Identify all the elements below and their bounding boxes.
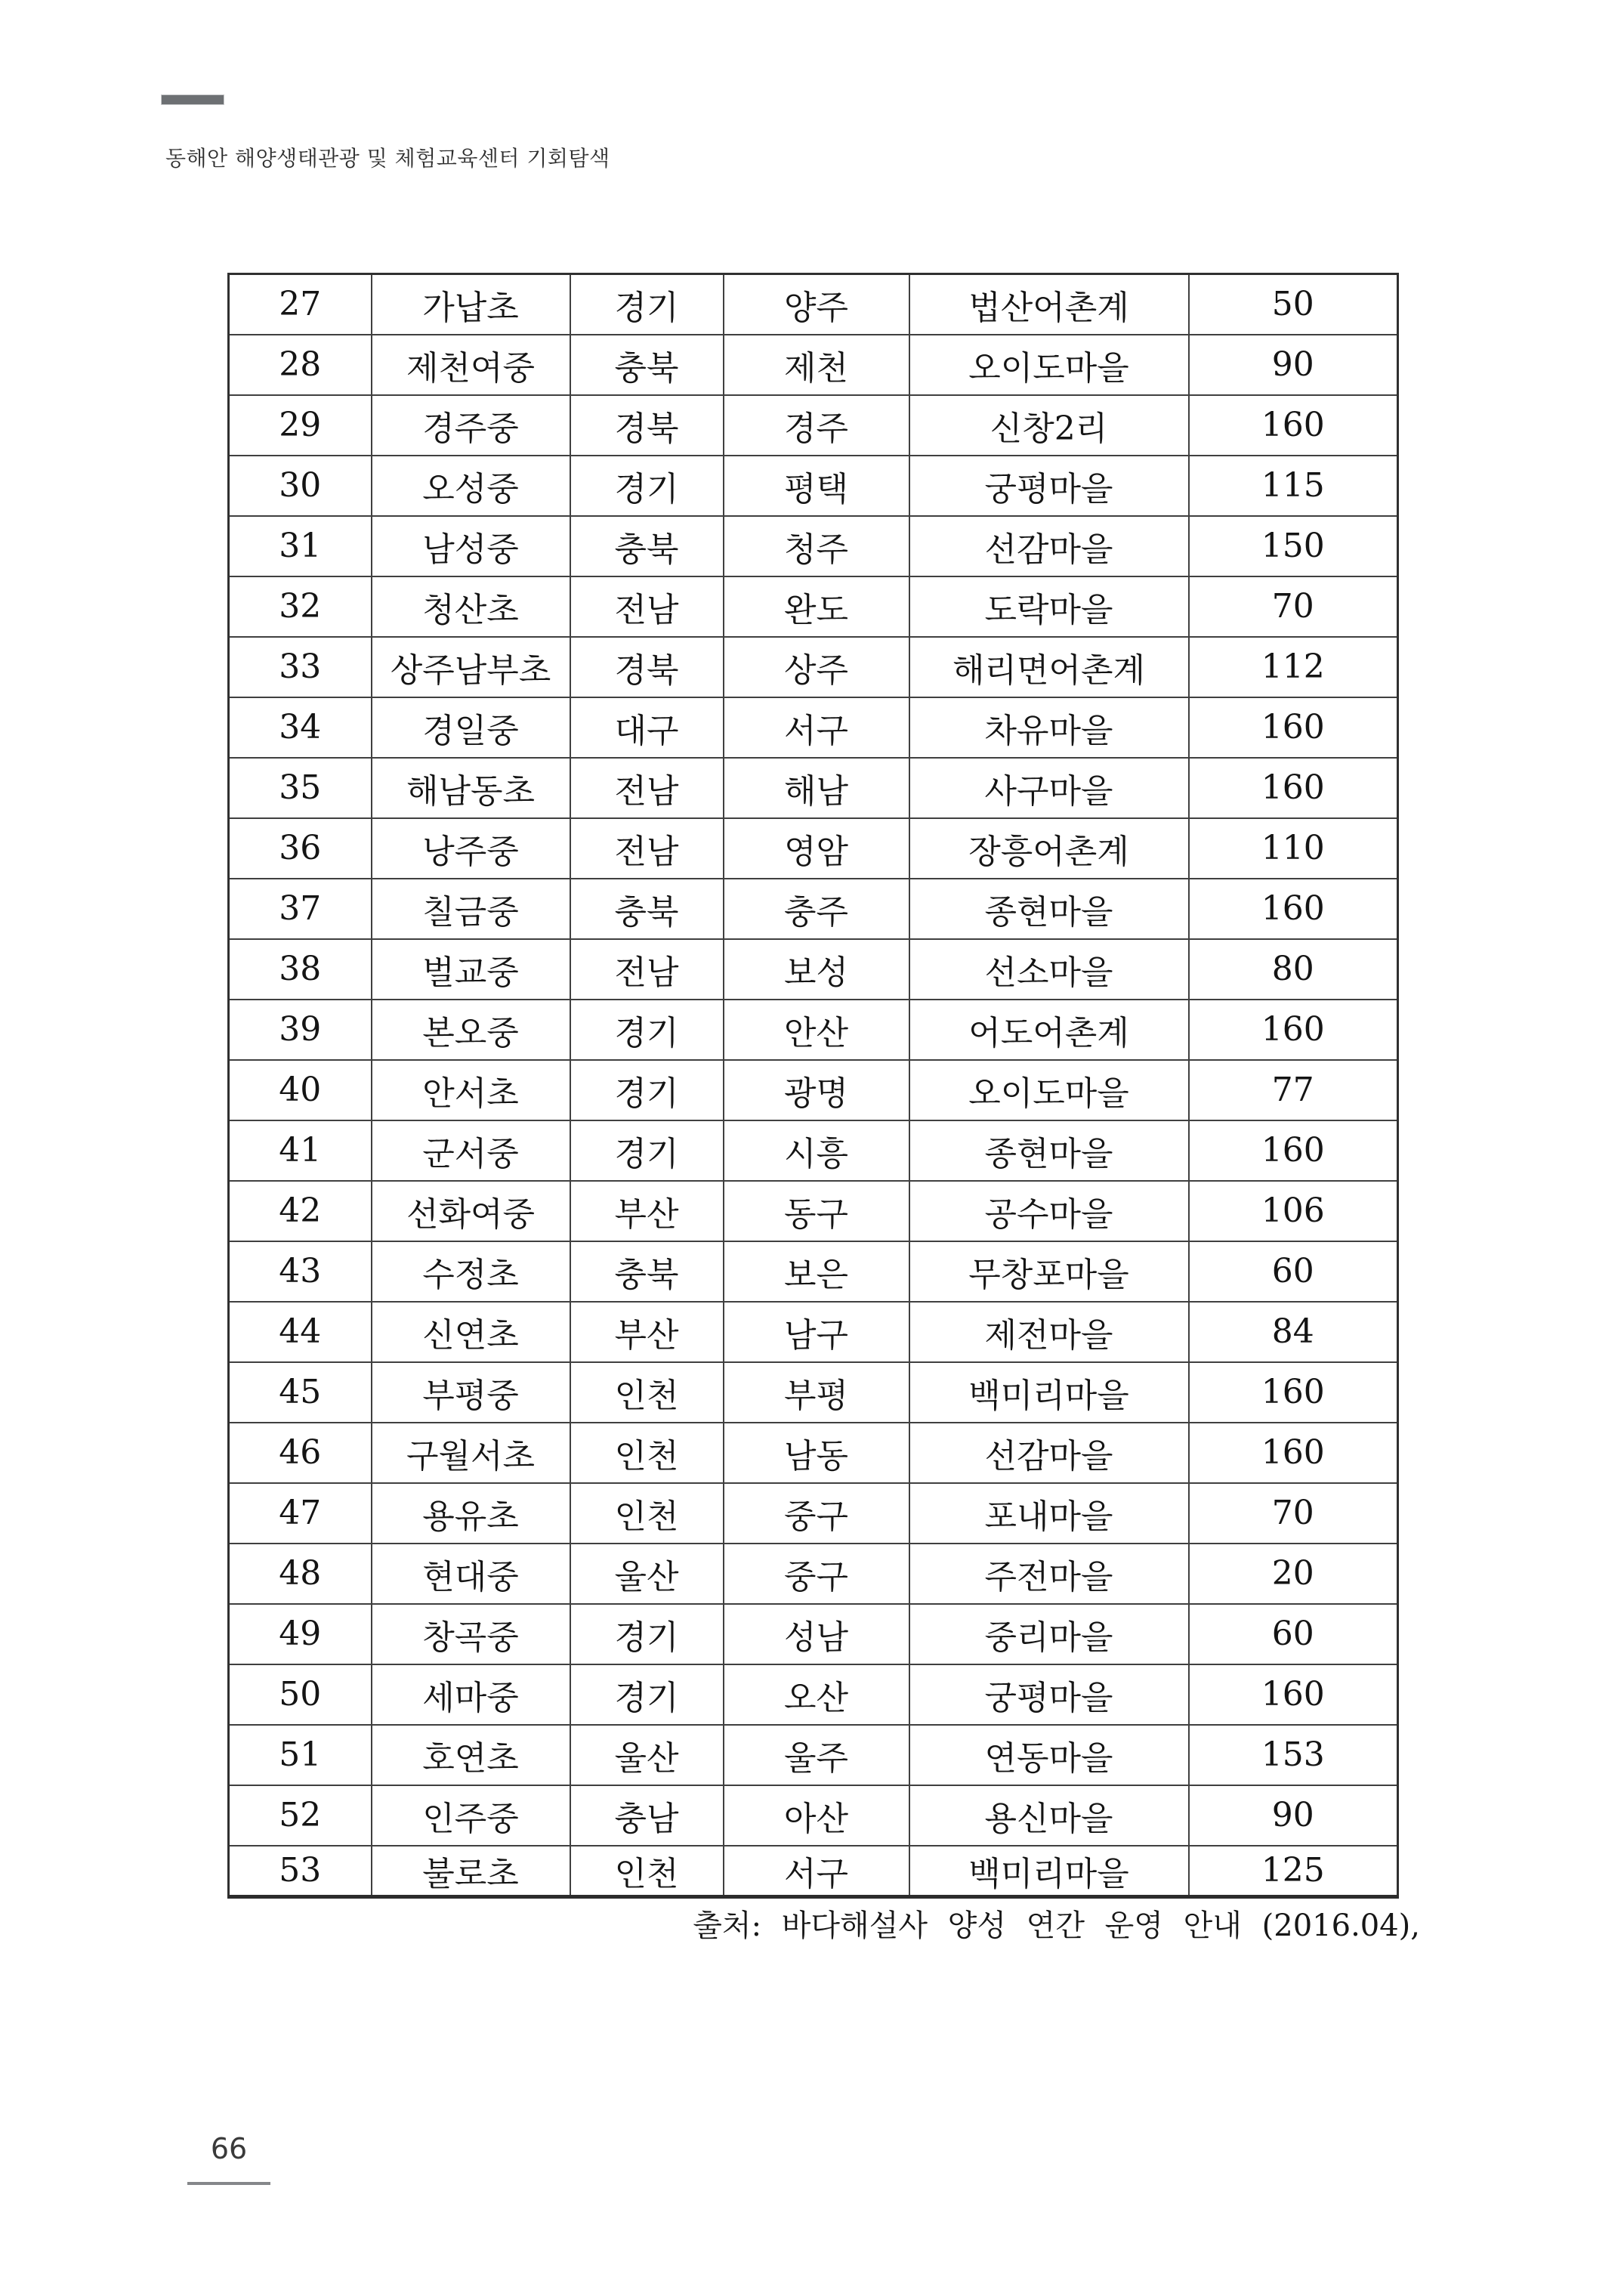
cell-village: 종현마을 xyxy=(909,879,1189,939)
source-note: 출처: 바다해설사 양성 연간 운영 안내 (2016.04), xyxy=(693,1908,1420,1943)
cell-village: 백미리마을 xyxy=(909,1362,1189,1423)
cell-region: 경기 xyxy=(570,1664,724,1725)
cell-participants: 60 xyxy=(1189,1604,1398,1664)
table-row xyxy=(229,637,1398,697)
cell-region: 전남 xyxy=(570,939,724,1000)
cell-district: 중구 xyxy=(724,1483,909,1544)
cell-village: 선소마을 xyxy=(909,939,1189,1000)
cell-no: 33 xyxy=(229,637,372,697)
table-row xyxy=(229,1120,1398,1181)
cell-region: 경북 xyxy=(570,395,724,456)
cell-village: 법산어촌계 xyxy=(909,274,1189,335)
cell-region: 울산 xyxy=(570,1544,724,1604)
cell-district: 충주 xyxy=(724,879,909,939)
cell-no: 50 xyxy=(229,1664,372,1725)
page-footer xyxy=(187,2132,270,2185)
cell-participants: 153 xyxy=(1189,1725,1398,1785)
cell-district: 해남 xyxy=(724,758,909,818)
cell-no: 44 xyxy=(229,1302,372,1362)
cell-no: 28 xyxy=(229,335,372,395)
cell-participants: 60 xyxy=(1189,1241,1398,1302)
cell-participants: 160 xyxy=(1189,395,1398,456)
cell-school: 상주남부초 xyxy=(372,637,570,697)
cell-district: 청주 xyxy=(724,516,909,576)
cell-district: 완도 xyxy=(724,576,909,637)
cell-village: 선감마을 xyxy=(909,516,1189,576)
cell-district: 울주 xyxy=(724,1725,909,1785)
table-row xyxy=(229,274,1398,335)
cell-school: 창곡중 xyxy=(372,1604,570,1664)
cell-participants: 50 xyxy=(1189,274,1398,335)
table-row xyxy=(229,1000,1398,1060)
cell-region: 충북 xyxy=(570,335,724,395)
cell-region: 전남 xyxy=(570,758,724,818)
table-row xyxy=(229,576,1398,637)
cell-no: 42 xyxy=(229,1181,372,1241)
cell-district: 광명 xyxy=(724,1060,909,1120)
cell-region: 경북 xyxy=(570,637,724,697)
cell-village: 종현마을 xyxy=(909,1120,1189,1181)
cell-region: 인천 xyxy=(570,1846,724,1897)
cell-village: 신창2리 xyxy=(909,395,1189,456)
cell-participants: 160 xyxy=(1189,1423,1398,1483)
cell-school: 남성중 xyxy=(372,516,570,576)
cell-region: 충북 xyxy=(570,516,724,576)
cell-participants: 160 xyxy=(1189,879,1398,939)
cell-school: 용유초 xyxy=(372,1483,570,1544)
cell-participants: 115 xyxy=(1189,456,1398,516)
cell-participants: 20 xyxy=(1189,1544,1398,1604)
cell-no: 27 xyxy=(229,274,372,335)
cell-region: 경기 xyxy=(570,1060,724,1120)
cell-district: 경주 xyxy=(724,395,909,456)
cell-village: 사구마을 xyxy=(909,758,1189,818)
cell-region: 인천 xyxy=(570,1483,724,1544)
cell-school: 신연초 xyxy=(372,1302,570,1362)
cell-region: 울산 xyxy=(570,1725,724,1785)
cell-village: 무창포마을 xyxy=(909,1241,1189,1302)
cell-no: 29 xyxy=(229,395,372,456)
table-row xyxy=(229,879,1398,939)
cell-region: 경기 xyxy=(570,274,724,335)
table-row xyxy=(229,1423,1398,1483)
cell-district: 영암 xyxy=(724,818,909,879)
cell-village: 차유마을 xyxy=(909,697,1189,758)
cell-school: 호연초 xyxy=(372,1725,570,1785)
page-number: 66 xyxy=(210,2132,248,2165)
cell-village: 용신마을 xyxy=(909,1785,1189,1846)
cell-school: 오성중 xyxy=(372,456,570,516)
cell-participants: 160 xyxy=(1189,758,1398,818)
cell-participants: 150 xyxy=(1189,516,1398,576)
table-body xyxy=(229,274,1398,1897)
cell-region: 전남 xyxy=(570,576,724,637)
cell-no: 47 xyxy=(229,1483,372,1544)
cell-no: 41 xyxy=(229,1120,372,1181)
cell-no: 46 xyxy=(229,1423,372,1483)
cell-region: 경기 xyxy=(570,1120,724,1181)
cell-school: 군서중 xyxy=(372,1120,570,1181)
cell-region: 경기 xyxy=(570,1000,724,1060)
cell-no: 53 xyxy=(229,1846,372,1897)
cell-school: 선화여중 xyxy=(372,1181,570,1241)
cell-district: 상주 xyxy=(724,637,909,697)
cell-no: 38 xyxy=(229,939,372,1000)
cell-village: 선감마을 xyxy=(909,1423,1189,1483)
cell-school: 경주중 xyxy=(372,395,570,456)
cell-district: 동구 xyxy=(724,1181,909,1241)
cell-district: 남동 xyxy=(724,1423,909,1483)
cell-district: 보성 xyxy=(724,939,909,1000)
table-row xyxy=(229,1362,1398,1423)
cell-village: 오이도마을 xyxy=(909,1060,1189,1120)
cell-school: 현대중 xyxy=(372,1544,570,1604)
table-row xyxy=(229,1785,1398,1846)
cell-school: 세마중 xyxy=(372,1664,570,1725)
cell-region: 충북 xyxy=(570,879,724,939)
cell-village: 주전마을 xyxy=(909,1544,1189,1604)
cell-region: 인천 xyxy=(570,1362,724,1423)
cell-district: 제천 xyxy=(724,335,909,395)
cell-participants: 90 xyxy=(1189,335,1398,395)
cell-district: 부평 xyxy=(724,1362,909,1423)
schools-programs-table xyxy=(227,273,1399,1899)
cell-region: 부산 xyxy=(570,1181,724,1241)
cell-no: 40 xyxy=(229,1060,372,1120)
cell-school: 칠금중 xyxy=(372,879,570,939)
cell-no: 36 xyxy=(229,818,372,879)
cell-school: 해남동초 xyxy=(372,758,570,818)
cell-village: 오이도마을 xyxy=(909,335,1189,395)
cell-region: 충북 xyxy=(570,1241,724,1302)
table-row xyxy=(229,1846,1398,1897)
cell-school: 불로초 xyxy=(372,1846,570,1897)
table-row xyxy=(229,1241,1398,1302)
cell-participants: 112 xyxy=(1189,637,1398,697)
cell-participants: 160 xyxy=(1189,1664,1398,1725)
cell-participants: 110 xyxy=(1189,818,1398,879)
cell-region: 경기 xyxy=(570,1604,724,1664)
cell-no: 37 xyxy=(229,879,372,939)
table-row xyxy=(229,395,1398,456)
cell-participants: 90 xyxy=(1189,1785,1398,1846)
cell-no: 32 xyxy=(229,576,372,637)
cell-school: 수정초 xyxy=(372,1241,570,1302)
cell-district: 아산 xyxy=(724,1785,909,1846)
cell-participants: 160 xyxy=(1189,1000,1398,1060)
cell-village: 포내마을 xyxy=(909,1483,1189,1544)
table-row xyxy=(229,697,1398,758)
cell-no: 52 xyxy=(229,1785,372,1846)
cell-village: 도락마을 xyxy=(909,576,1189,637)
cell-village: 연동마을 xyxy=(909,1725,1189,1785)
table-row xyxy=(229,1664,1398,1725)
table-row xyxy=(229,1725,1398,1785)
cell-district: 성남 xyxy=(724,1604,909,1664)
cell-district: 안산 xyxy=(724,1000,909,1060)
cell-district: 남구 xyxy=(724,1302,909,1362)
cell-region: 인천 xyxy=(570,1423,724,1483)
cell-village: 궁평마을 xyxy=(909,456,1189,516)
cell-participants: 160 xyxy=(1189,697,1398,758)
table-row xyxy=(229,1483,1398,1544)
cell-no: 51 xyxy=(229,1725,372,1785)
cell-school: 가납초 xyxy=(372,274,570,335)
cell-school: 낭주중 xyxy=(372,818,570,879)
cell-school: 청산초 xyxy=(372,576,570,637)
cell-participants: 70 xyxy=(1189,576,1398,637)
footer-rule xyxy=(187,2182,270,2185)
cell-district: 오산 xyxy=(724,1664,909,1725)
cell-district: 보은 xyxy=(724,1241,909,1302)
cell-no: 45 xyxy=(229,1362,372,1423)
table-row xyxy=(229,1302,1398,1362)
cell-no: 35 xyxy=(229,758,372,818)
cell-village: 중리마을 xyxy=(909,1604,1189,1664)
cell-region: 부산 xyxy=(570,1302,724,1362)
cell-no: 34 xyxy=(229,697,372,758)
cell-school: 벌교중 xyxy=(372,939,570,1000)
table-row xyxy=(229,516,1398,576)
table-row xyxy=(229,818,1398,879)
cell-village: 백미리마을 xyxy=(909,1846,1189,1897)
cell-region: 전남 xyxy=(570,818,724,879)
cell-participants: 160 xyxy=(1189,1120,1398,1181)
cell-village: 어도어촌계 xyxy=(909,1000,1189,1060)
running-header-title: 동해안 해양생태관광 및 체험교육센터 기회탐색 xyxy=(165,146,610,171)
cell-district: 시흥 xyxy=(724,1120,909,1181)
cell-school: 본오중 xyxy=(372,1000,570,1060)
cell-district: 서구 xyxy=(724,1846,909,1897)
cell-no: 48 xyxy=(229,1544,372,1604)
cell-participants: 80 xyxy=(1189,939,1398,1000)
cell-region: 경기 xyxy=(570,456,724,516)
table-row xyxy=(229,758,1398,818)
cell-school: 구월서초 xyxy=(372,1423,570,1483)
cell-district: 중구 xyxy=(724,1544,909,1604)
cell-participants: 106 xyxy=(1189,1181,1398,1241)
table-row xyxy=(229,1060,1398,1120)
cell-village: 궁평마을 xyxy=(909,1664,1189,1725)
cell-school: 안서초 xyxy=(372,1060,570,1120)
table-row xyxy=(229,939,1398,1000)
cell-district: 양주 xyxy=(724,274,909,335)
cell-school: 제천여중 xyxy=(372,335,570,395)
cell-participants: 70 xyxy=(1189,1483,1398,1544)
cell-no: 30 xyxy=(229,456,372,516)
cell-village: 제전마을 xyxy=(909,1302,1189,1362)
cell-participants: 160 xyxy=(1189,1362,1398,1423)
cell-region: 충남 xyxy=(570,1785,724,1846)
cell-village: 장흥어촌계 xyxy=(909,818,1189,879)
table-row xyxy=(229,1181,1398,1241)
cell-village: 공수마을 xyxy=(909,1181,1189,1241)
cell-district: 평택 xyxy=(724,456,909,516)
cell-region: 대구 xyxy=(570,697,724,758)
cell-school: 인주중 xyxy=(372,1785,570,1846)
cell-participants: 125 xyxy=(1189,1846,1398,1897)
table-row xyxy=(229,1544,1398,1604)
cell-school: 경일중 xyxy=(372,697,570,758)
cell-no: 31 xyxy=(229,516,372,576)
table-row xyxy=(229,1604,1398,1664)
table-row xyxy=(229,456,1398,516)
header-decoration-bar xyxy=(161,94,224,105)
cell-participants: 84 xyxy=(1189,1302,1398,1362)
cell-no: 43 xyxy=(229,1241,372,1302)
cell-no: 39 xyxy=(229,1000,372,1060)
table-row xyxy=(229,335,1398,395)
cell-school: 부평중 xyxy=(372,1362,570,1423)
cell-participants: 77 xyxy=(1189,1060,1398,1120)
cell-village: 해리면어촌계 xyxy=(909,637,1189,697)
cell-no: 49 xyxy=(229,1604,372,1664)
cell-district: 서구 xyxy=(724,697,909,758)
